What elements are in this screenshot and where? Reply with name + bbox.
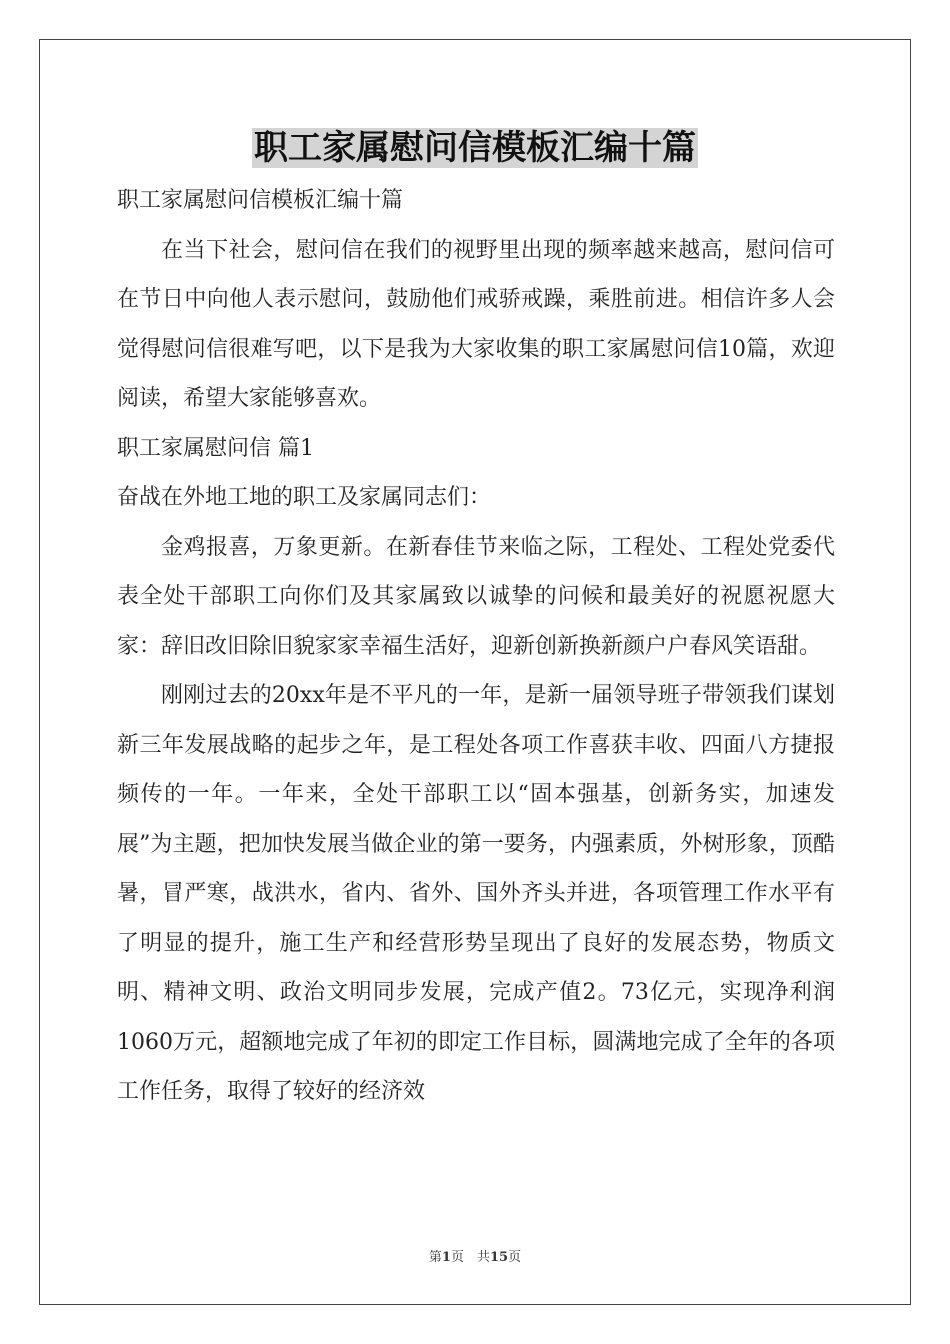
salutation: 奋战在外地工地的职工及家属同志们： [117,485,492,510]
page-label-mid: 页 共 [450,1250,490,1265]
intro-paragraph: 在当下社会，慰问信在我们的视野里出现的频率越来越高，慰问信可在节日中向他人表示慰问，鼓励他们戒骄戒躁，乘胜前进。相信许多人会觉得慰问信很难写吧，以下是我为大家收集的职工家属慰问信10篇，欢迎阅读，希望大家能够喜欢。 [117,237,835,411]
page-total-number: 15 [489,1250,509,1265]
document-title [0,126,950,170]
body-paragraph: 刚刚过去的20xx年是不平凡的一年，是新一届领导班子带领我们谋划新三年发展战略的起步之年，是工程处各项工作喜获丰收、四面八方捷报频传的一年。一年来，全处干部职工以“固本强基，创新务实，加速发展”为主题，把加快发展当做企业的第一要务，内强素质，外树形象，顶酷暑，冒严寒，战洪水，省内、省外、国外齐头并进，各项管理工作水平有了明显的提升，施工生产和经营形势呈现出了良好的发展态势，物质文明、精神文明、政治文明同步发展，完成产值2。73亿元，实现净利润1060万元，超额地完成了年初的即定工作目标，圆满地完成了全年的各项工作任务，取得了较好的经济效 [117,683,835,1104]
body-paragraph: 金鸡报喜，万象更新。在新春佳节来临之际，工程处、工程处党委代表全处干部职工向你们及其家属致以诚挚的问候和最美好的祝愿祝愿大家：辞旧改旧除旧貌家家幸福生活好，迎新创新换新颜户户春风笑语甜。 [117,534,835,659]
document-subtitle: 职工家属慰问信模板汇编十篇 [117,188,404,213]
page-current-number: 1 [441,1250,451,1265]
document-title-text: 职工家属慰问信模板汇编十篇 [254,128,696,168]
page-label-prefix: 第 [428,1250,442,1265]
page-label-suffix: 页 [508,1250,522,1265]
section-heading: 职工家属慰问信 篇1 [117,435,314,461]
page-footer [0,1246,950,1265]
document-body [117,176,835,1117]
